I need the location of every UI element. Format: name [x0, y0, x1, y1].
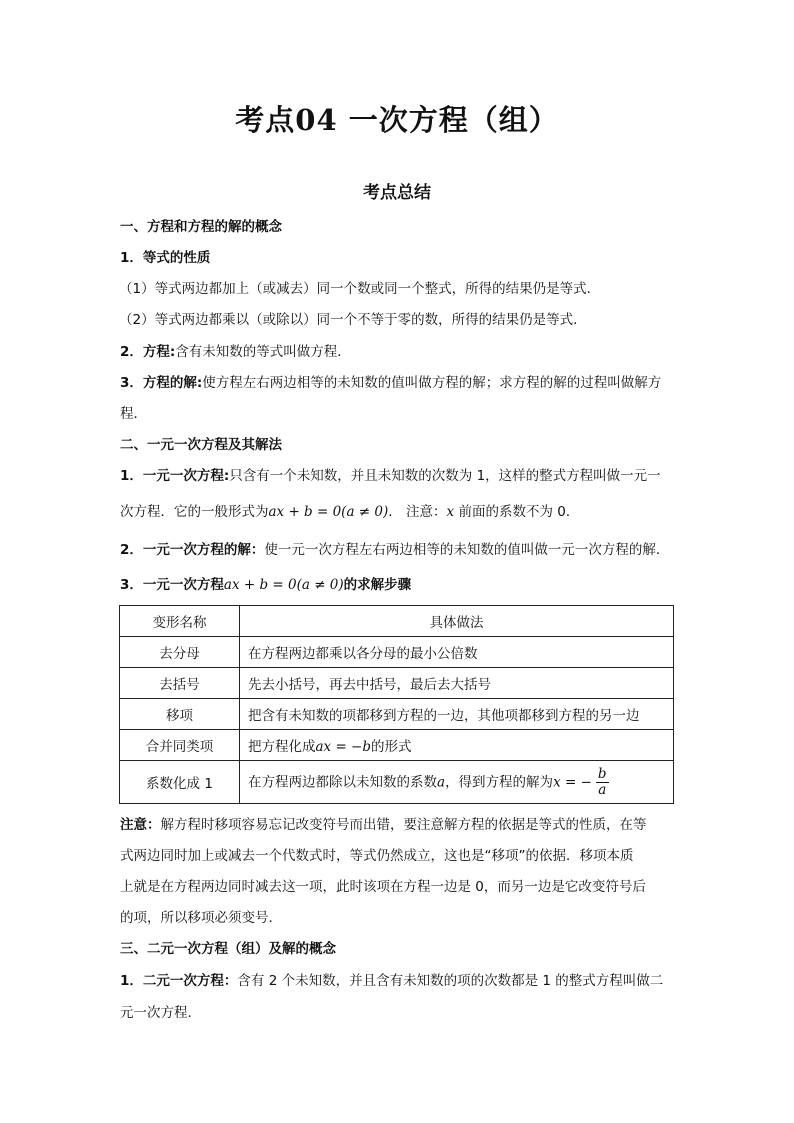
sec2-item2-text: 使一元一次方程左右两边相等的未知数的值叫做一元一次方程的解．	[264, 542, 670, 558]
step-method: 在方程两边都乘以各分母的最小公倍数	[240, 637, 674, 668]
table-row	[120, 668, 674, 699]
step-method: 先去小括号，再去中括号，最后去大括号	[240, 668, 674, 699]
step-method	[240, 730, 674, 761]
sec1-item2	[120, 343, 351, 361]
steps-formula: ax + b = 0(a ≠ 0)	[223, 577, 344, 593]
fraction-numerator: b	[597, 765, 607, 782]
sec2-item3	[120, 576, 411, 594]
step-name: 去分母	[120, 637, 240, 668]
step-method-text-a: 把方程化成	[248, 739, 316, 755]
solution-fraction	[596, 767, 609, 798]
sec2-item3-label-b: 的求解步骤	[343, 577, 412, 593]
page-title: 考点04 一次方程（组）	[235, 103, 559, 137]
solving-steps-table	[119, 605, 674, 804]
note-text-1: 解方程时移项容易忘记改变符号而出错，要注意解方程的依据是等式的性质，在等	[160, 817, 647, 833]
note-line-4: 的项，所以移项必须变号．	[120, 910, 282, 926]
step-name: 移项	[120, 699, 240, 730]
sec1-item3-label: 3．方程的解:	[120, 375, 203, 391]
sec1-item2-text: 含有未知数的等式叫做方程．	[175, 344, 351, 360]
fraction-denominator: a	[598, 781, 607, 798]
sec2-item1-text-l2b: ． 注意：	[388, 504, 447, 520]
step-name: 合并同类项	[120, 730, 240, 761]
step-method	[240, 761, 674, 804]
sec2-item2-label: 2．一元一次方程的解：	[120, 542, 265, 558]
table-row	[120, 699, 674, 730]
table-row	[120, 637, 674, 668]
table-header-cell: 变形名称	[120, 606, 240, 637]
note-label: 注意：	[120, 817, 161, 833]
sec1-item3-text-l2: 程．	[120, 406, 147, 422]
note-line-1	[120, 816, 647, 834]
sec2-item1-text-l2c: 前面的系数不为 0．	[454, 504, 580, 520]
step-formula: ax = −b	[315, 739, 372, 755]
table-header-cell: 具体做法	[240, 606, 674, 637]
step-method-text-b: ，得到方程的解为	[445, 774, 554, 790]
sec2-item1-l2	[120, 503, 579, 521]
sec2-item1-text-l2a: 次方程．它的一般形式为	[120, 504, 269, 520]
step-name: 系数化成 1	[120, 761, 240, 804]
note-line-3: 上就是在方程两边同时减去这一项，此时该项在方程一边是 0，而另一边是它改变符号后	[120, 879, 646, 895]
sec3-item1-text-l1: 含有 2 个未知数，并且含有未知数的项的次数都是 1 的整式方程叫做二	[237, 973, 664, 989]
sec1-item1-a: （1）等式两边都加上（或减去）同一个数或同一个整式，所得的结果仍是等式．	[119, 281, 601, 297]
sec2-item3-label-a: 3．一元一次方程	[120, 577, 224, 593]
section-2-heading: 二、一元一次方程及其解法	[120, 437, 282, 453]
sec3-item1-label: 1．二元一次方程：	[120, 973, 238, 989]
sec1-item3-text-l1: 使方程左右两边相等的未知数的值叫做方程的解；求方程的解的过程叫做解方	[202, 375, 662, 391]
general-form-formula: ax + b = 0(a ≠ 0)	[268, 504, 389, 520]
sec2-item2	[120, 541, 669, 559]
sec3-item1	[120, 972, 663, 990]
sec3-item1-text-l2: 元一次方程．	[120, 1005, 201, 1021]
sec1-item1-b: （2）等式两边都乘以（或除以）同一个不等于零的数，所得的结果仍是等式．	[119, 312, 587, 328]
solution-lhs: x = −	[553, 774, 592, 790]
sec1-item2-label: 2．方程:	[120, 344, 176, 360]
sec2-item1-label: 1．一元一次方程:	[120, 468, 230, 484]
note-line-2: 式两边同时加上或减去一个代数式时，等式仍然成立，这也是“移项”的依据．移项本质	[120, 848, 634, 864]
table-header-row	[120, 606, 674, 637]
sec1-item3	[120, 374, 661, 392]
section-subtitle: 考点总结	[363, 183, 431, 203]
step-name: 去括号	[120, 668, 240, 699]
step-method-text-b: 的形式	[371, 739, 412, 755]
variable-x: x	[446, 504, 455, 520]
step-method: 把含有未知数的项都移到方程的一边，其他项都移到方程的另一边	[240, 699, 674, 730]
table-row	[120, 761, 674, 804]
coefficient-variable: a	[437, 774, 446, 790]
sec1-item1-title: 1．等式的性质	[120, 250, 211, 266]
table-row	[120, 730, 674, 761]
sec2-item1-text-l1: 只含有一个未知数，并且未知数的次数为 1，这样的整式方程叫做一元一	[229, 468, 661, 484]
section-3-heading: 三、二元一次方程（组）及解的概念	[120, 941, 336, 957]
step-method-text-a: 在方程两边都除以未知数的系数	[248, 774, 437, 790]
section-1-heading: 一、方程和方程的解的概念	[120, 219, 282, 235]
sec2-item1	[120, 467, 661, 485]
